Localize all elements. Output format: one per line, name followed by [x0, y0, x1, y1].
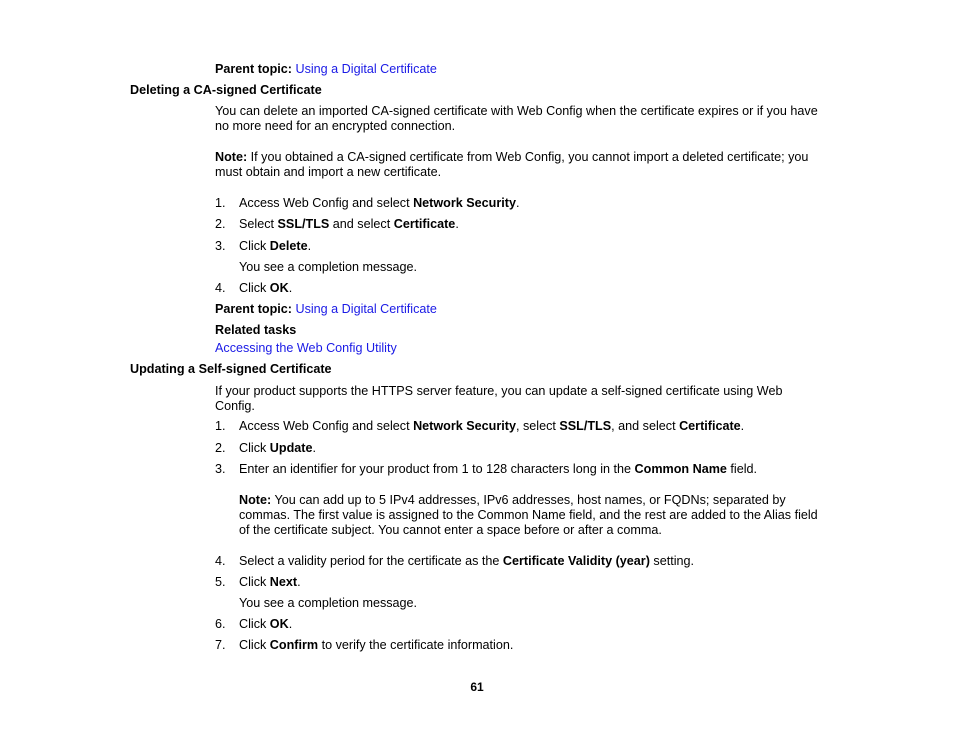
step-number: 2.	[215, 441, 226, 455]
step-bold: Confirm	[269, 638, 319, 652]
step-7	[215, 638, 513, 653]
step-bold: Next	[269, 575, 298, 589]
step-number: 4.	[215, 281, 226, 295]
updating-intro: If your product supports the HTTPS server feature, you can update a self-signed certificate using Web Config.	[215, 384, 783, 413]
step-text: .	[288, 281, 293, 295]
step-text: Select	[239, 217, 278, 231]
step-text: Access Web Config and select	[239, 196, 414, 210]
parent-topic-label: Parent topic:	[215, 62, 292, 76]
step-bold: SSL/TLS	[559, 419, 612, 433]
step-text: , and select	[611, 419, 680, 433]
step-text: Access Web Config and select	[239, 419, 414, 433]
step-text: Enter an identifier for your product from 1 to 128 characters long in the	[239, 462, 635, 476]
step-bold: Common Name	[634, 462, 727, 476]
step-number: 3.	[215, 239, 226, 253]
step-text: setting.	[649, 554, 695, 568]
related-task-link-wrap	[215, 341, 397, 356]
note-label: Note:	[215, 150, 248, 164]
step-bold: Certificate	[393, 217, 456, 231]
section-heading-deleting: Deleting a CA-signed Certificate	[130, 83, 322, 97]
step-number: 5.	[215, 575, 226, 589]
step-5	[215, 575, 301, 590]
completion-message: You see a completion message.	[239, 260, 418, 274]
parent-topic-link[interactable]: Using a Digital Certificate	[295, 302, 437, 316]
step-text: .	[307, 239, 312, 253]
parent-topic	[215, 62, 437, 77]
step-bold: SSL/TLS	[277, 217, 330, 231]
parent-topic-link[interactable]: Using a Digital Certificate	[295, 62, 437, 76]
related-task-link[interactable]: Accessing the Web Config Utility	[215, 341, 397, 355]
step-6	[215, 617, 292, 632]
step-text: Click	[239, 638, 270, 652]
deleting-intro: You can delete an imported CA-signed certificate with Web Config when the certificate expires or if you have no more need for an encrypted connection.	[215, 104, 818, 133]
step-text: .	[312, 441, 316, 455]
related-tasks-label	[215, 323, 296, 338]
step-text: .	[455, 217, 459, 231]
step-3	[215, 462, 757, 477]
step-number: 6.	[215, 617, 226, 631]
step-1	[215, 419, 744, 434]
step-text: .	[297, 575, 301, 589]
step-bold: OK	[269, 617, 289, 631]
step-1	[215, 196, 519, 211]
note-label: Note:	[239, 493, 272, 507]
section-heading-updating: Updating a Self-signed Certificate	[130, 362, 332, 376]
step-text: .	[515, 196, 520, 210]
step-text: and select	[329, 217, 394, 231]
step-text: Click	[239, 441, 270, 455]
note-text: If you obtained a CA-signed certificate from Web Config, you cannot import a deleted certificate; you must obtain and import a new certificate.	[215, 150, 809, 179]
deleting-note	[215, 150, 825, 180]
page-number: 61	[470, 680, 484, 694]
note-text: You can add up to 5 IPv4 addresses, IPv6 addresses, host names, or FQDNs; separated by commas. The first value is assigned to the Common Name field, and the rest are added to the Alias field of the certificate subject. You cannot enter a space before or after a comma.	[239, 493, 818, 537]
step-3	[215, 239, 311, 254]
step-bold: Certificate	[679, 419, 741, 433]
step-number: 1.	[215, 419, 226, 433]
parent-topic	[215, 302, 437, 317]
completion-message: You see a completion message.	[239, 596, 418, 610]
step-4	[215, 281, 292, 296]
step-number: 4.	[215, 554, 226, 568]
step-text: Click	[239, 281, 270, 295]
step-text: .	[740, 419, 745, 433]
step-text: Click	[239, 617, 270, 631]
step-text: , select	[515, 419, 560, 433]
step-text: Click	[239, 575, 270, 589]
step-number: 3.	[215, 462, 226, 476]
step-bold: OK	[269, 281, 289, 295]
step-2	[215, 441, 316, 456]
step-text: field.	[726, 462, 758, 476]
step-bold: Delete	[269, 239, 308, 253]
parent-topic-label: Parent topic:	[215, 302, 292, 316]
step-text: to verify the certificate information.	[318, 638, 514, 652]
step-bold: Update	[269, 441, 313, 455]
step-bold: Certificate Validity (year)	[502, 554, 650, 568]
step-text: .	[288, 617, 293, 631]
step-number: 1.	[215, 196, 226, 210]
step-number: 2.	[215, 217, 226, 231]
step-number: 7.	[215, 638, 226, 652]
step-4	[215, 554, 694, 569]
step-2	[215, 217, 459, 232]
related-tasks-heading: Related tasks	[215, 323, 297, 337]
step-text: Select a validity period for the certificate as the	[239, 554, 503, 568]
step-bold: Network Security	[413, 196, 516, 210]
updating-note	[239, 493, 829, 538]
step-bold: Network Security	[413, 419, 516, 433]
step-text: Click	[239, 239, 270, 253]
